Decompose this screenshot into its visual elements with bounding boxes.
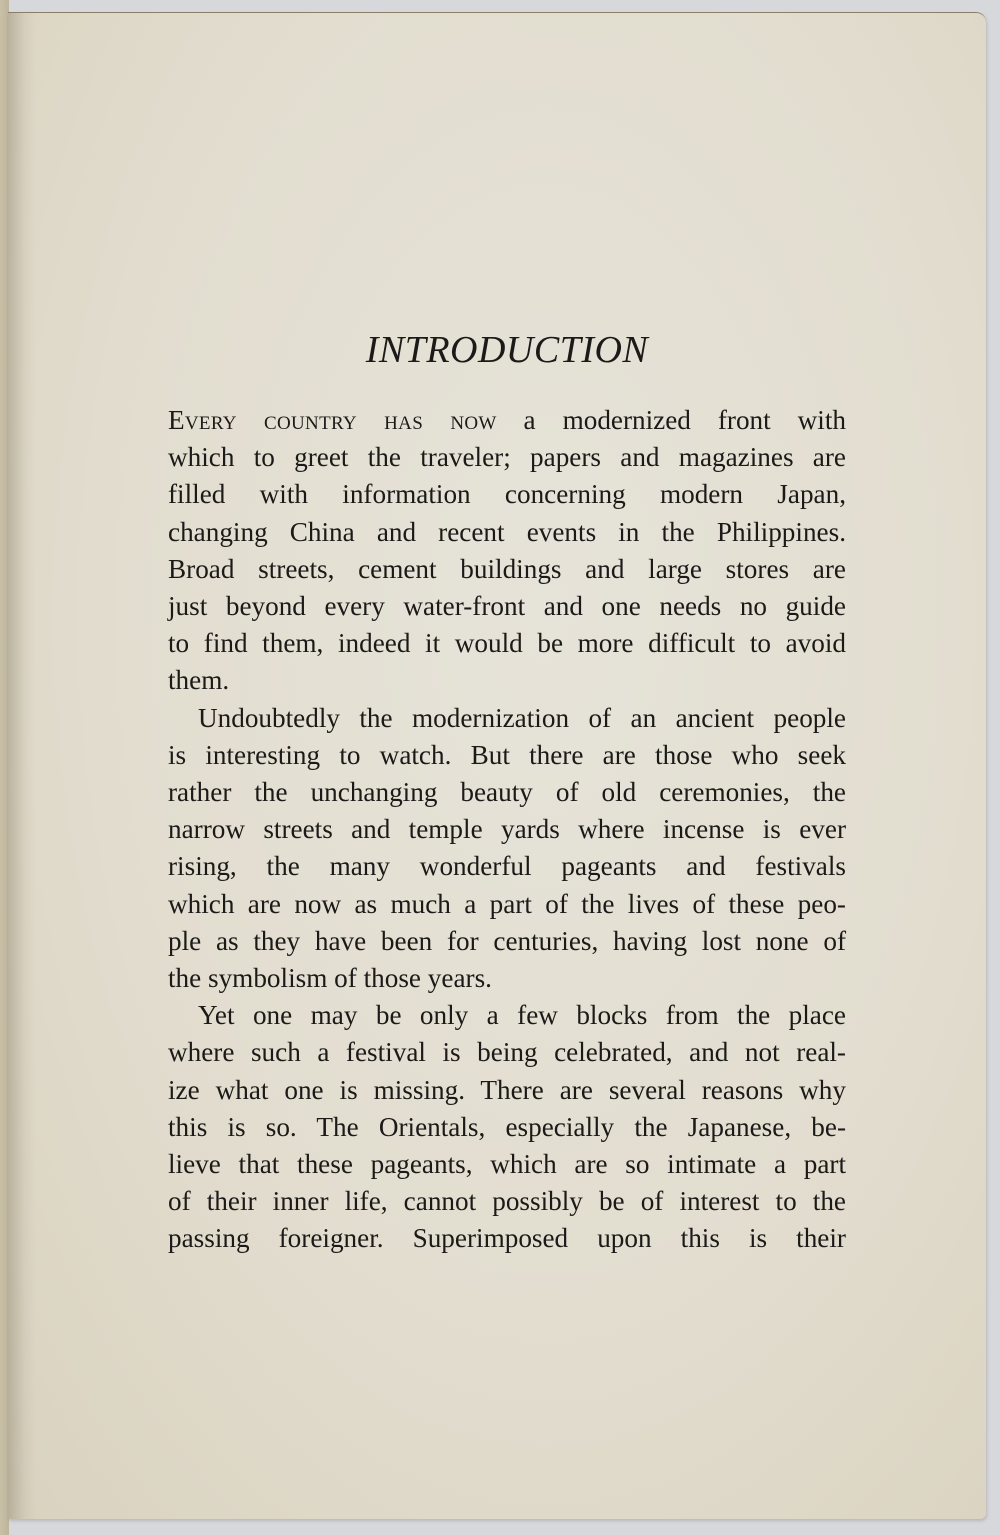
paragraph-2 [168, 700, 846, 998]
text-line: them. [168, 665, 230, 696]
text-line: lieve that these pageants, which are so intimate a part [168, 1149, 846, 1180]
text-line: rising, the many wonderful pageants and festivals [168, 851, 846, 882]
text-line: of their inner life, cannot possibly be of interest to the [168, 1186, 846, 1217]
text-line: changing China and recent events in the Philippines. [168, 516, 846, 547]
text-line [168, 402, 846, 439]
text-line: which are now as much a part of the lives of these peo- [168, 888, 846, 919]
text-line: Broad streets, cement buildings and large stores are [168, 553, 846, 584]
lead-in-smallcaps: Every country has now [168, 405, 497, 435]
paragraph-1 [168, 402, 846, 700]
text-line: filled with information concerning modern Japan, [168, 479, 846, 510]
text-line: ple as they have been for centuries, having lost none of [168, 925, 846, 956]
text-line: rather the unchanging beauty of old ceremonies, the [168, 777, 846, 808]
text-line: where such a festival is being celebrated, and not real- [168, 1037, 846, 1068]
text-line: is interesting to watch. But there are those who seek [168, 739, 846, 770]
text-line-fragment: a modernized front with [496, 405, 846, 435]
gutter-shadow [8, 13, 36, 1519]
text-line: to find them, indeed it would be more difficult to avoid [168, 628, 846, 659]
text-line: Yet one may be only a few blocks from the place [198, 1000, 846, 1031]
text-line: this is so. The Orientals, especially the Japanese, be- [168, 1111, 846, 1142]
page-content [168, 322, 846, 1258]
paragraph-3 [168, 997, 846, 1257]
text-line: Undoubtedly the modernization of an ancient people [198, 702, 846, 733]
text-line: just beyond every water-front and one needs no guide [168, 591, 846, 622]
text-line: which to greet the traveler; papers and magazines are [168, 442, 846, 473]
text-line: passing foreigner. Superimposed upon this is their [168, 1223, 846, 1254]
text-line: the symbolism of those years. [168, 963, 492, 994]
text-line: ize what one is missing. There are several reasons why [168, 1074, 846, 1105]
text-line: narrow streets and temple yards where incense is ever [168, 814, 846, 845]
chapter-title: INTRODUCTION [365, 329, 649, 371]
